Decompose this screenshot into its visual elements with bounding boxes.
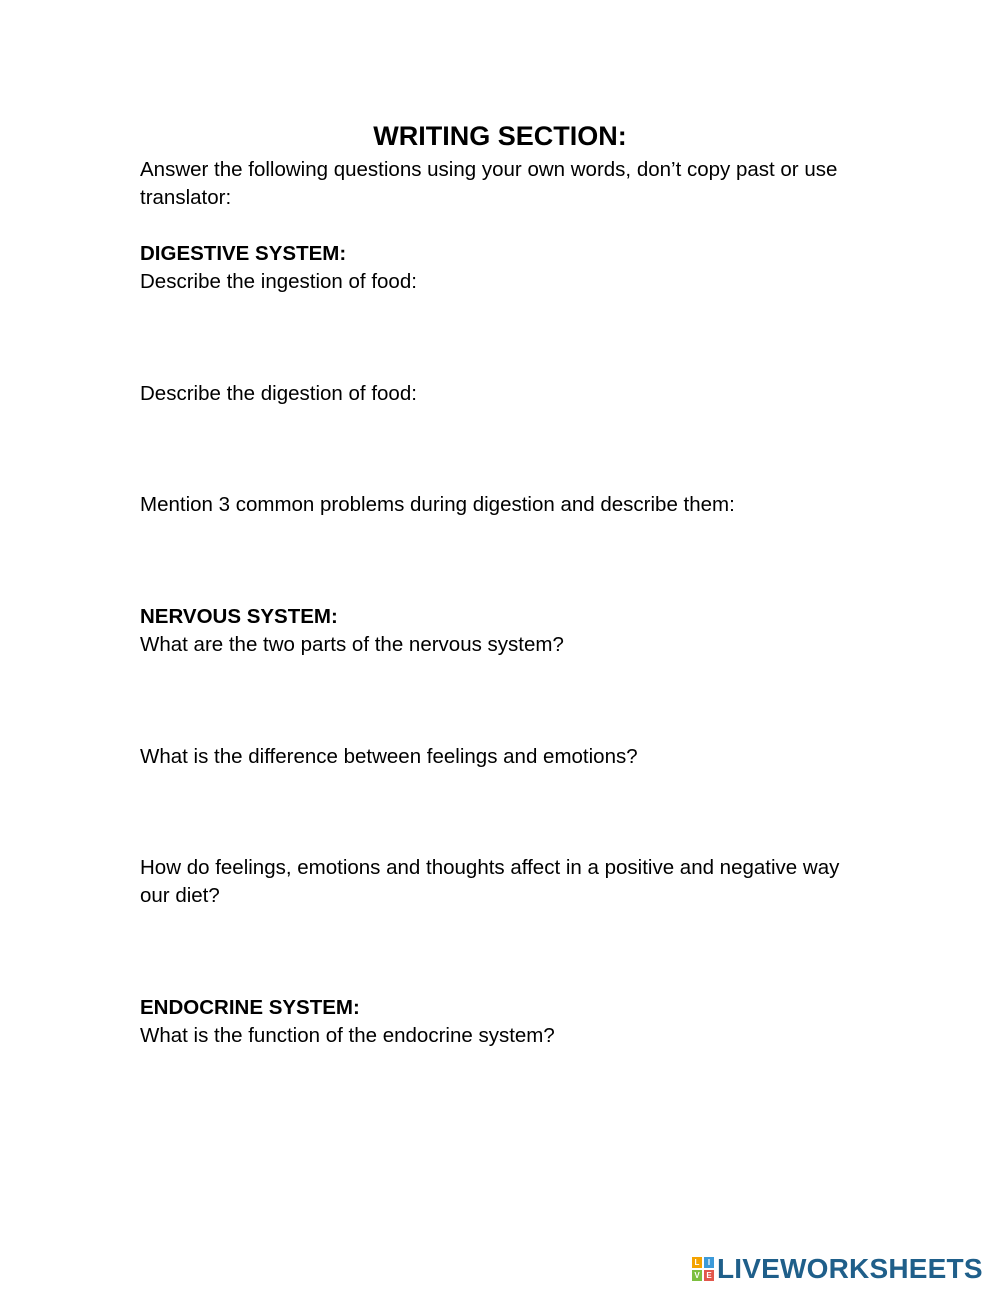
page-title: WRITING SECTION: — [373, 121, 627, 151]
endocrine-question-1: What is the function of the endocrine system? — [140, 1024, 555, 1047]
digestive-question-2: Describe the digestion of food: — [140, 382, 417, 405]
mark-letter: V — [692, 1270, 702, 1281]
endocrine-heading: ENDOCRINE SYSTEM: — [140, 996, 360, 1019]
nervous-question-3: How do feelings, emotions and thoughts affect in a positive and negative way our diet? — [140, 856, 840, 907]
digestive-heading: DIGESTIVE SYSTEM: — [140, 242, 347, 265]
nervous-heading: NERVOUS SYSTEM: — [140, 605, 338, 628]
digestive-question-3: Mention 3 common problems during digestion and describe them: — [140, 493, 735, 516]
nervous-question-2: What is the difference between feelings and emotions? — [140, 745, 638, 768]
liveworksheets-logo — [692, 1252, 983, 1286]
mark-letter: L — [692, 1257, 702, 1268]
liveworksheets-brand: LIVEWORKSHEETS — [717, 1253, 983, 1284]
liveworksheets-mark-icon — [692, 1257, 714, 1281]
nervous-question-1: What are the two parts of the nervous system? — [140, 633, 564, 656]
digestive-question-1: Describe the ingestion of food: — [140, 270, 417, 293]
mark-letter: I — [704, 1257, 714, 1268]
intro-instructions: Answer the following questions using your own words, don’t copy past or use translator: — [140, 158, 838, 209]
mark-letter: E — [704, 1270, 714, 1281]
